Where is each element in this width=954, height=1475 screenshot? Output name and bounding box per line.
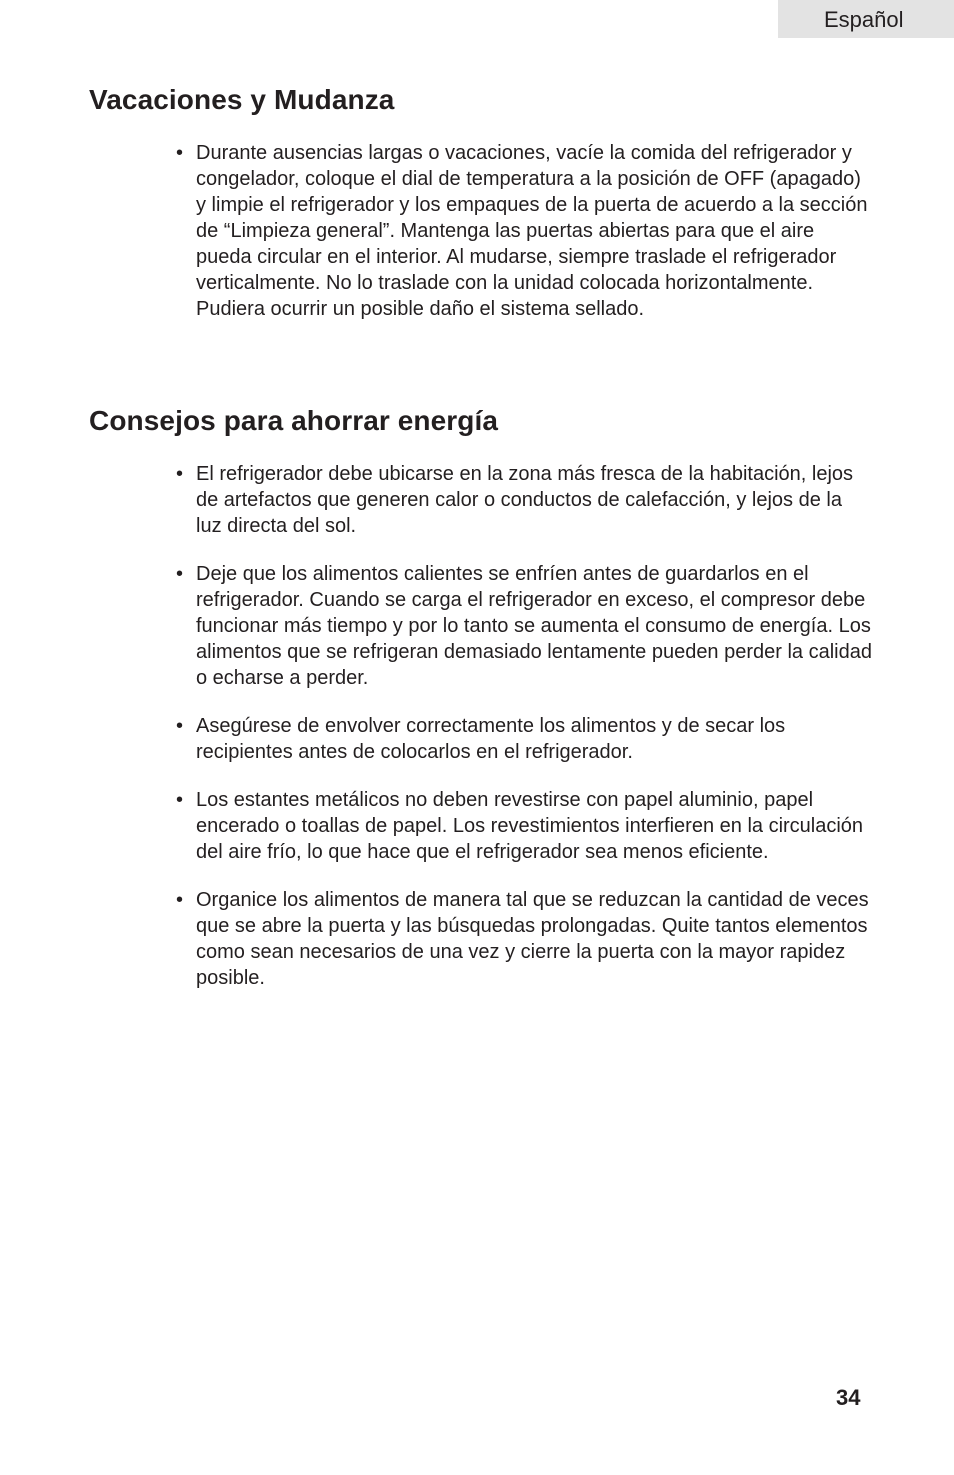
list-item [172,887,872,991]
list-item [172,461,872,539]
list-item [172,561,872,691]
language-tab: Español [778,0,954,38]
bullet-icon: • [176,142,184,164]
section-title-consejos: Consejos para ahorrar energía [89,405,499,436]
list-item [172,713,872,765]
bullet-icon: • [176,889,184,911]
list-item [172,140,872,322]
bullet-icon: • [176,463,184,485]
bullet-list-vacaciones [172,140,872,344]
bullet-text: Los estantes metálicos no deben revestirse con papel aluminio, papel encerado o toallas de papel. Los revestimientos interfieren en la circulación del aire frío, lo que hace que el refrigerador sea menos eficiente. [196,789,864,863]
bullet-text: Durante ausencias largas o vacaciones, vacíe la comida del refrigerador y congelador, coloque el dial de temperatura a la posición de OFF (apagado) y limpie el refrigerador y los empaques de la puerta de acuerdo a la sección de “Limpieza general”. Mantenga las puertas abiertas para que el aire pueda circular en el interior. Al mudarse, siempre traslade el refrigerador verticalmente. No lo traslade con la unidad colocada horizontalmente. Pudiera ocurrir un posible daño el sistema sellado. [196,142,868,320]
bullet-icon: • [176,715,184,737]
bullet-icon: • [176,789,184,811]
bullet-icon: • [176,563,184,585]
bullet-list-consejos [172,461,872,1013]
section-title-vacaciones: Vacaciones y Mudanza [89,84,395,115]
bullet-text: Asegúrese de envolver correctamente los alimentos y de secar los recipientes antes de colocarlos en el refrigerador. [196,715,786,763]
bullet-text: El refrigerador debe ubicarse en la zona más fresca de la habitación, lejos de artefactos que generen calor o conductos de calefacción, y lejos de la luz directa del sol. [196,463,854,537]
bullet-text: Deje que los alimentos calientes se enfríen antes de guardarlos en el refrigerador. Cuando se carga el refrigerador en exceso, el compresor debe funcionar más tiempo y por lo tanto se aumenta el consumo de energía. Los alimentos que se refrigeran demasiado lentamente pueden perder la calidad o echarse a perder. [196,563,872,689]
page-number: 34 [836,1385,861,1410]
list-item [172,787,872,865]
bullet-text: Organice los alimentos de manera tal que se reduzcan la cantidad de veces que se abre la puerta y las búsquedas prolongadas. Quite tantos elementos como sean necesarios de una vez y cierre la puerta con la mayor rapidez posible. [196,889,869,989]
